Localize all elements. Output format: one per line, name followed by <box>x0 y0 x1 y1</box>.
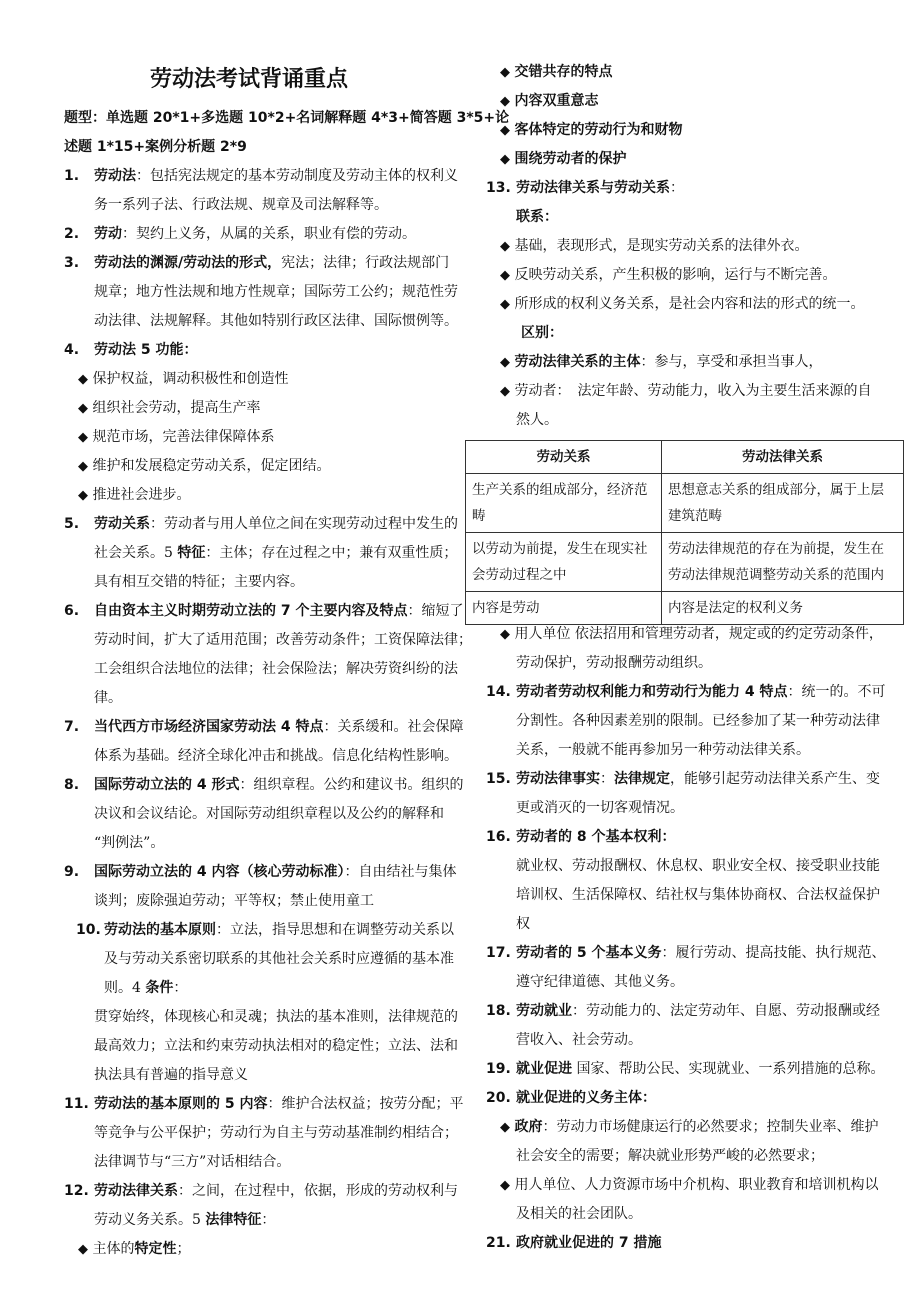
table-header-cell: 劳动法律关系 <box>662 441 904 474</box>
diamond-bullet-icon: ◆ <box>500 627 510 642</box>
diamond-bullet-icon: ◆ <box>500 123 510 138</box>
r13-bullet-3: ◆ 所形成的权利义务关系，是社会内容和法的形式的统一。 <box>500 296 865 312</box>
item-5-line-2: 社会关系。5 特征：主体；存在过程之中；兼有双重性质； <box>94 545 458 561</box>
table-cell: 劳动法律规范的存在为前提，发生在劳动法律规范调整劳动关系的范围内 <box>662 533 904 592</box>
item-6-line-4: 律。 <box>94 690 122 706</box>
table-row <box>466 474 904 533</box>
item-10-line-3: 则。4 条件： <box>104 980 188 996</box>
table-header-cell: 劳动关系 <box>466 441 662 474</box>
item-17-line-2: 遵守纪律道德、其他义务。 <box>516 974 684 990</box>
item-10: 10. 劳动法的基本原则：立法，指导思想和在调整劳动关系以 <box>76 922 454 938</box>
item-18-line-2: 营收入、社会劳动。 <box>516 1032 642 1048</box>
diamond-bullet-icon: ◆ <box>500 1120 510 1135</box>
item-4: 4. 劳动法 5 功能： <box>64 342 198 358</box>
question-types-line-1: 题型：单选题 20*1+多选题 10*2+名词解释题 4*3+简答题 3*5+论 <box>64 110 510 126</box>
r13-subject: ◆ 劳动法律关系的主体：参与，享受和承担当事人， <box>500 354 823 370</box>
diamond-bullet-icon: ◆ <box>78 430 88 445</box>
item-16-line-3: 培训权、生活保障权、结社权与集体协商权、合法权益保护 <box>516 887 880 903</box>
item-11-line-3: 法律调节与“三方”对话相结合。 <box>94 1154 291 1170</box>
item-10-line-4: 贯穿始终，体现核心和灵魂；执法的基本准则，法律规范的 <box>94 1009 458 1025</box>
table-cell: 以劳动为前提，发生在现实社会劳动过程之中 <box>466 533 662 592</box>
diamond-bullet-icon: ◆ <box>500 384 510 399</box>
item-8-line-3: “判例法”。 <box>94 835 165 851</box>
item-18: 18. 劳动就业：劳动能力的、法定劳动年、自愿、劳动报酬或经 <box>486 1003 880 1019</box>
diamond-bullet-icon: ◆ <box>78 459 88 474</box>
item-12: 12. 劳动法律关系：之间，在过程中，依据，形成的劳动权利与 <box>64 1183 458 1199</box>
comparison-table <box>465 440 904 625</box>
r20-gov: ◆ 政府：劳动力市场健康运行的必然要求；控制失业率、维护 <box>500 1119 879 1135</box>
item-16: 16. 劳动者的 8 个基本权利： <box>486 829 676 845</box>
question-types-line-2: 述题 1*15+案例分析题 2*9 <box>64 139 247 155</box>
table-cell: 思想意志关系的组成部分，属于上层建筑范畴 <box>662 474 904 533</box>
r20-gov-line-2: 社会安全的需要；解决就业形势严峻的必然要求； <box>516 1148 824 1164</box>
item-10-line-2: 及与劳动关系密切联系的其他社会关系时应遵循的基本准 <box>104 951 454 967</box>
diamond-bullet-icon: ◆ <box>78 372 88 387</box>
employer-bullet: ◆ 用人单位 依法招用和管理劳动者，规定或的约定劳动条件， <box>500 626 883 642</box>
table-row <box>466 592 904 625</box>
diamond-bullet-icon: ◆ <box>78 1242 88 1257</box>
item-8: 8. 国际劳动立法的 4 形式：组织章程。公约和建议书。组织的 <box>64 777 464 793</box>
item-4-bullet-5: ◆ 推进社会进步。 <box>78 487 191 503</box>
item-10-line-6: 执法具有普遍的指导意义 <box>94 1067 248 1083</box>
diamond-bullet-icon: ◆ <box>78 401 88 416</box>
item-1: 1. 劳动法：包括宪法规定的基本劳动制度及劳动主体的权利义 <box>64 168 458 184</box>
diamond-bullet-icon: ◆ <box>500 268 510 283</box>
item-20: 20. 就业促进的义务主体： <box>486 1090 656 1106</box>
employer-line-2: 劳动保护，劳动报酬劳动组织。 <box>516 655 712 671</box>
item-6-line-2: 劳动时间，扩大了适用范围；改善劳动条件；工资保障法律； <box>94 632 472 648</box>
r20-other: ◆ 用人单位、人力资源市场中介机构、职业教育和培训机构以 <box>500 1177 879 1193</box>
item-4-bullet-3: ◆ 规范市场，完善法律保障体系 <box>78 429 275 445</box>
diamond-bullet-icon: ◆ <box>500 297 510 312</box>
diamond-bullet-icon: ◆ <box>500 65 510 80</box>
item-11: 11. 劳动法的基本原则的 5 内容：维护合法权益；按劳分配；平 <box>64 1096 464 1112</box>
item-7: 7. 当代西方市场经济国家劳动法 4 特点：关系缓和。社会保障 <box>64 719 464 735</box>
item-19: 19. 就业促进 国家、帮助公民、实现就业、一系列措施的总称。 <box>486 1061 885 1077</box>
item-10-line-5: 最高效力；立法和约束劳动执法相对的稳定性；立法、法和 <box>94 1038 458 1054</box>
item-4-bullet-2: ◆ 组织社会劳动，提高生产率 <box>78 400 261 416</box>
diamond-bullet-icon: ◆ <box>500 1178 510 1193</box>
r-top-bullet-2: ◆ 内容双重意志 <box>500 93 599 109</box>
item-8-line-2: 决议和会议结论。对国际劳动组织章程以及公约的解释和 <box>94 806 444 822</box>
diamond-bullet-icon: ◆ <box>500 239 510 254</box>
item-9: 9. 国际劳动立法的 4 内容（核心劳动标准）：自由结社与集体 <box>64 864 457 880</box>
item-2: 2. 劳动：契约上义务，从属的关系，职业有偿的劳动。 <box>64 226 416 242</box>
table-cell: 生产关系的组成部分，经济范畴 <box>466 474 662 533</box>
item-16-line-2: 就业权、劳动报酬权、休息权、职业安全权、接受职业技能 <box>516 858 880 874</box>
table-row <box>466 533 904 592</box>
item-16-line-4: 权 <box>516 916 530 932</box>
item-14-line-2: 分割性。各种因素差别的限制。已经参加了某一种劳动法律 <box>516 713 880 729</box>
r13-bullet-2: ◆ 反映劳动关系，产生积极的影响，运行与不断完善。 <box>500 267 837 283</box>
item-3-line-3: 动法律、法规解释。其他如特别行政区法律、国际惯例等。 <box>94 313 458 329</box>
qubie-label: 区别： <box>521 325 563 341</box>
r13-worker-line-2: 然人。 <box>516 412 558 428</box>
item-15: 15. 劳动法律事实：法律规定，能够引起劳动法律关系产生、变 <box>486 771 880 787</box>
item-21: 21. 政府就业促进的 7 措施 <box>486 1235 662 1251</box>
diamond-bullet-icon: ◆ <box>78 488 88 503</box>
item-15-line-2: 更或消灭的一切客观情况。 <box>516 800 684 816</box>
item-4-bullet-4: ◆ 维护和发展稳定劳动关系，促定团结。 <box>78 458 331 474</box>
item-3: 3. 劳动法的渊源/劳动法的形式，宪法；法律；行政法规部门 <box>64 255 450 271</box>
item-3-line-2: 规章；地方性法规和地方性规章；国际劳工公约；规范性劳 <box>94 284 458 300</box>
r-top-bullet-3: ◆ 客体特定的劳动行为和财物 <box>500 122 683 138</box>
item-13: 13. 劳动法律关系与劳动关系： <box>486 180 684 196</box>
item-14-line-3: 关系，一般就不能再参加另一种劳动法律关系。 <box>516 742 810 758</box>
diamond-bullet-icon: ◆ <box>500 355 510 370</box>
item-5: 5. 劳动关系：劳动者与用人单位之间在实现劳动过程中发生的 <box>64 516 458 532</box>
item-1-line-2: 务一系列子法、行政法规、规章及司法解释等。 <box>94 197 388 213</box>
item-12-bullet-1: ◆ 主体的特定性； <box>78 1241 191 1257</box>
item-14: 14. 劳动者劳动权利能力和劳动行为能力 4 特点：统一的。不可 <box>486 684 886 700</box>
item-5-line-3: 具有相互交错的特征；主要内容。 <box>94 574 304 590</box>
item-4-bullet-1: ◆ 保护权益，调动积极性和创造性 <box>78 371 289 387</box>
table-cell: 内容是劳动 <box>466 592 662 625</box>
item-6: 6. 自由资本主义时期劳动立法的 7 个主要内容及特点：缩短了 <box>64 603 464 619</box>
item-7-line-2: 体系为基础。经济全球化冲击和挑战。信息化结构性影响。 <box>94 748 458 764</box>
item-11-line-2: 等竞争与公平保护；劳动行为自主与劳动基准制约相结合； <box>94 1125 458 1141</box>
item-12-line-2: 劳动义务关系。5 法律特征： <box>94 1212 276 1228</box>
r20-other-line-2: 及相关的社会团队。 <box>516 1206 642 1222</box>
diamond-bullet-icon: ◆ <box>500 152 510 167</box>
r-top-bullet-1: ◆ 交错共存的特点 <box>500 64 613 80</box>
r13-worker: ◆ 劳动者： 法定年龄、劳动能力，收入为主要生活来源的自 <box>500 383 872 399</box>
item-6-line-3: 工会组织合法地位的法律；社会保险法；解决劳资纠纷的法 <box>94 661 458 677</box>
item-9-line-2: 谈判；废除强迫劳动；平等权；禁止使用童工 <box>94 893 374 909</box>
table-header-row <box>466 441 904 474</box>
lianxi-label: 联系： <box>516 209 558 225</box>
item-17: 17. 劳动者的 5 个基本义务：履行劳动、提高技能、执行规范、 <box>486 945 886 961</box>
r13-bullet-1: ◆ 基础，表现形式，是现实劳动关系的法律外衣。 <box>500 238 809 254</box>
diamond-bullet-icon: ◆ <box>500 94 510 109</box>
page-title: 劳动法考试背诵重点 <box>150 67 349 92</box>
table-cell: 内容是法定的权利义务 <box>662 592 904 625</box>
r-top-bullet-4: ◆ 围绕劳动者的保护 <box>500 151 627 167</box>
